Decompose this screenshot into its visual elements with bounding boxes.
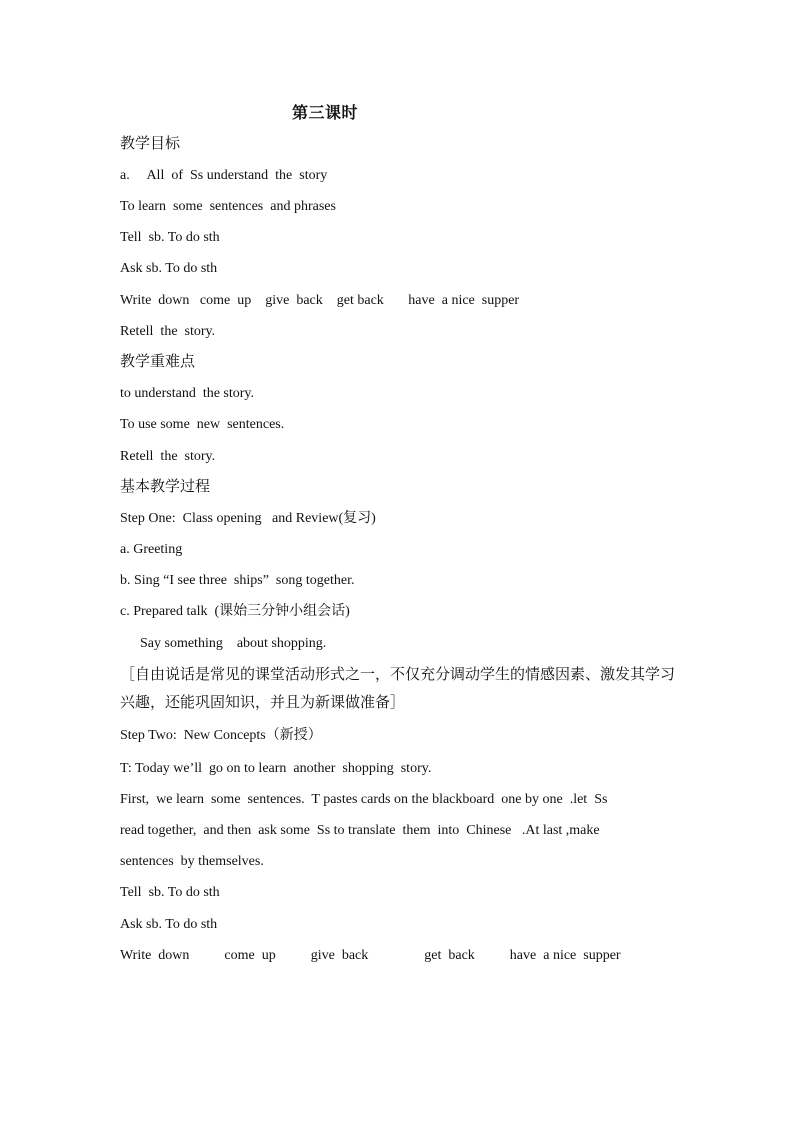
text-line: c. Prepared talk (课始三分钟小组会话) bbox=[120, 604, 350, 619]
text-line: Ask sb. To do sth bbox=[120, 261, 218, 276]
text-line: to understand the story. bbox=[120, 386, 255, 401]
page-title: 第三课时 bbox=[292, 103, 359, 122]
text-line: read together, and then ask some Ss to translate them into Chinese .At last ,make bbox=[120, 823, 600, 838]
text-line: Ask sb. To do sth bbox=[120, 917, 218, 932]
section-heading-objectives: 教学目标 bbox=[120, 134, 181, 152]
text-line: Retell the story. bbox=[120, 449, 216, 464]
commentary-paragraph: ［自由说话是常见的课堂活动形式之一，不仅充分调动学生的情感因素、激发其学习兴趣，还能巩固知识，并且为新课做准备］ bbox=[120, 665, 676, 711]
section-heading-key-points: 教学重难点 bbox=[120, 352, 196, 370]
text-line: To learn some sentences and phrases bbox=[120, 199, 336, 214]
text-line: Write down come up give back get back have a nice supper bbox=[120, 293, 520, 308]
text-line: To use some new sentences. bbox=[120, 417, 285, 432]
step-heading: Step One: Class opening and Review(复习) bbox=[120, 511, 376, 526]
text-line: Tell sb. To do sth bbox=[120, 885, 220, 900]
text-line: Tell sb. To do sth bbox=[120, 230, 220, 245]
section-heading-process: 基本教学过程 bbox=[120, 477, 211, 495]
text-line: Retell the story. bbox=[120, 324, 216, 339]
text-line: First, we learn some sentences. T pastes cards on the blackboard one by one .let Ss bbox=[120, 792, 608, 807]
step-heading: Step Two: New Concepts（新授） bbox=[120, 728, 322, 743]
text-line: T: Today we’ll go on to learn another shopping story. bbox=[120, 761, 432, 776]
text-line: b. Sing “I see three ships” song together. bbox=[120, 573, 355, 588]
text-line: sentences by themselves. bbox=[120, 854, 264, 869]
text-line: a. All of Ss understand the story bbox=[120, 168, 328, 183]
text-line: a. Greeting bbox=[120, 542, 183, 557]
text-line: Write down come up give back get back have a nice supper bbox=[120, 948, 621, 963]
text-line: Say something about shopping. bbox=[140, 636, 327, 651]
